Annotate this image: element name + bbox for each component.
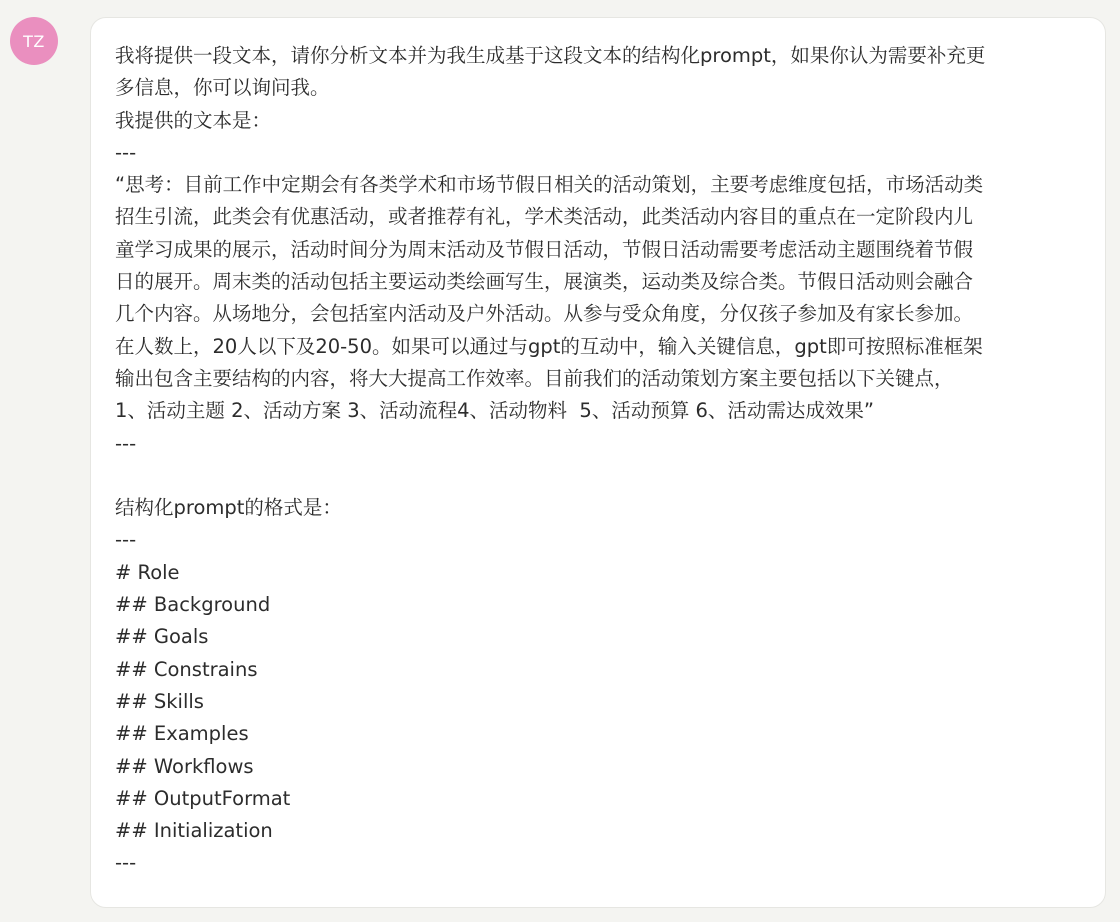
message-line [115,460,1081,492]
message-line: 在人数上，20人以下及20-50。如果可以通过与gpt的互动中，输入关键信息，gpt即可按照标准框架 [115,334,983,358]
message-line: 多信息，你可以询问我。 [115,76,330,100]
message-line: 我提供的文本是： [115,108,272,132]
message-line: ## OutputFormat [115,786,291,810]
message-line: 1、活动主题 2、活动方案 3、活动流程4、活动物料 5、活动预算 6、活动需达成效果” [115,399,875,423]
message-line: --- [115,431,137,455]
message-line: # Role [115,560,180,584]
message-line: 日的展开。周末类的活动包括主要运动类绘画写生，展演类，运动类及综合类。节假日活动则会融合 [115,270,974,294]
message-line: --- [115,140,137,164]
message-line: --- [115,528,137,552]
user-avatar: TZ [10,17,58,65]
message-line: ## Background [115,593,271,617]
message-line: 输出包含主要结构的内容，将大大提高工作效率。目前我们的活动策划方案主要包括以下关键点， [115,366,954,390]
message-line: “思考：目前工作中定期会有各类学术和市场节假日相关的活动策划，主要考虑维度包括，市场活动类 [115,173,984,197]
user-message-bubble [90,17,1106,908]
message-line: ## Initialization [115,819,273,843]
message-line: 结构化prompt的格式是： [115,496,342,520]
message-line: --- [115,851,137,875]
message-line: ## Skills [115,689,204,713]
message-line: ## Examples [115,722,249,746]
message-line: ## Workflows [115,754,254,778]
message-line: 几个内容。从场地分，会包括室内活动及户外活动。从参与受众角度，分仅孩子参加及有家长参加。 [115,302,974,326]
message-line: ## Constrains [115,657,258,681]
message-line: 我将提供一段文本，请你分析文本并为我生成基于这段文本的结构化prompt，如果你认为需要补充更 [115,44,986,67]
message-line: 招生引流，此类会有优惠活动，或者推荐有礼，学术类活动，此类活动内容目的重点在一定阶段内儿 [115,205,974,229]
message-line: 童学习成果的展示，活动时间分为周末活动及节假日活动，节假日活动需要考虑活动主题围绕着节假 [115,237,974,261]
message-line: ## Goals [115,625,209,649]
